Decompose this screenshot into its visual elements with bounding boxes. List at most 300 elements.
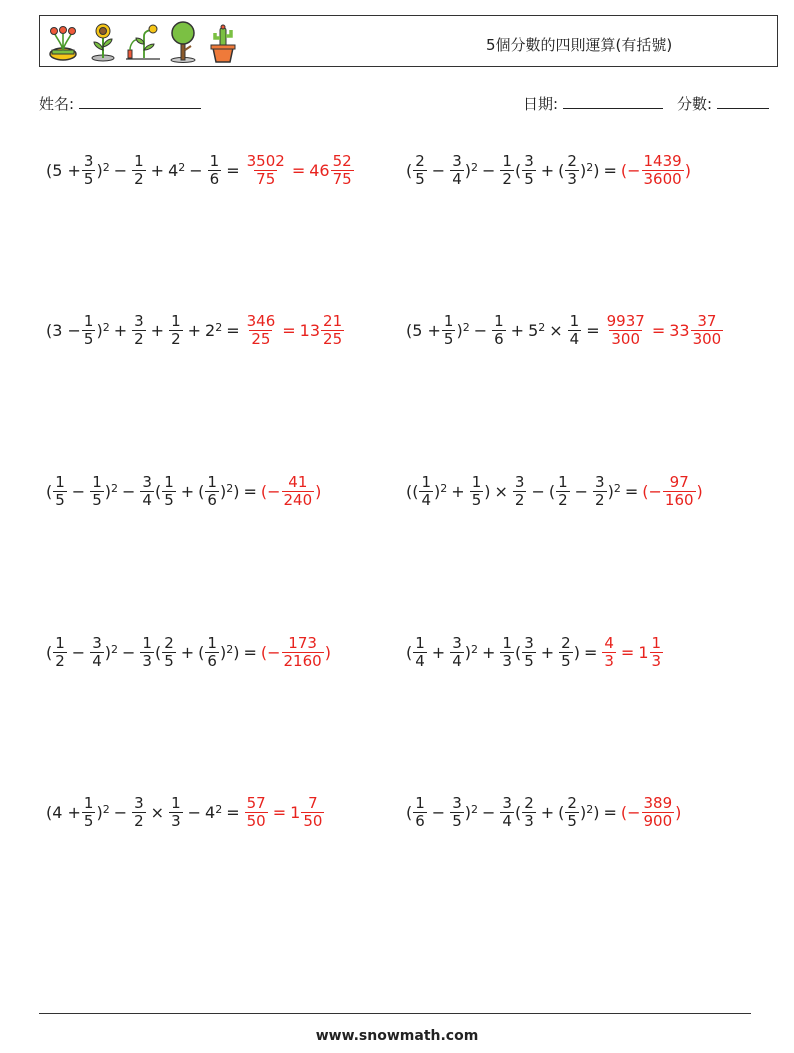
expression-text: ): [579, 160, 587, 180]
operator: −: [473, 320, 488, 340]
problem-8: ( $\frac{1}{4}$ + $\frac{3}{4}$ ) $^2$ + $\frac{1}{3}$ ( $\frac{3}{5}$ + $\frac{2}{5}$ ) = $\frac{4}{3}$ = 1 $\frac{1}{3}$: [406, 633, 662, 670]
problem-5: ( $\frac{1}{5}$ − $\frac{1}{5}$ ) $^2$ − $\frac{3}{4}$ ( $\frac{1}{5}$ + ( $\frac{1}{6}$ ) $^2$ ) = (− $\frac{41}{240}$ ): [46, 472, 322, 509]
operator: =: [243, 642, 257, 662]
numerator: 2: [164, 633, 174, 652]
answer-operator: =: [291, 160, 306, 180]
denominator: 75: [256, 169, 276, 188]
expression-text: (: [406, 802, 413, 822]
denominator: 3: [171, 811, 181, 830]
denominator: 3: [524, 811, 534, 830]
fraction: [450, 153, 464, 188]
numerator: 2: [561, 633, 571, 652]
fraction: [90, 635, 104, 670]
numerator: 389: [643, 793, 673, 812]
fraction: [208, 153, 222, 188]
date-field[interactable]: [523, 93, 663, 114]
denominator: 5: [164, 490, 174, 509]
numerator: 3: [524, 633, 534, 652]
denominator: 4: [142, 490, 152, 509]
answer-fraction: [282, 474, 315, 509]
denominator: 5: [83, 811, 94, 830]
denominator: 2160: [283, 651, 322, 670]
answer-operator: =: [282, 320, 296, 340]
numerator: 1: [207, 633, 217, 652]
numerator: 57: [246, 793, 266, 812]
answer-fraction: [691, 313, 724, 348]
fraction: [450, 635, 464, 670]
fraction: [205, 635, 219, 670]
problem-9: (4 + $\frac{1}{5}$ ) $^2$ − $\frac{3}{2}$ × $\frac{1}{3}$ − 4 $^2$ = $\frac{57}{50}$ = 1 $\frac{7}{50}$: [46, 793, 323, 830]
operator: −: [189, 160, 203, 180]
numerator: 1439: [643, 151, 682, 170]
answer-fraction: [331, 153, 354, 188]
operator: −: [482, 160, 496, 180]
operator: +: [180, 481, 195, 501]
fraction: [419, 474, 433, 509]
denominator: 5: [567, 811, 577, 830]
operator: +: [180, 642, 195, 662]
expression-text: (: [198, 481, 205, 501]
expression-text: ): [96, 320, 103, 340]
denominator: 50: [303, 811, 323, 830]
numerator: 1: [502, 151, 512, 170]
sunflower-icon: [84, 20, 122, 64]
expression-text: ): [219, 642, 227, 662]
problem-2: ( $\frac{2}{5}$ − $\frac{3}{4}$ ) $^2$ − $\frac{1}{2}$ ( $\frac{3}{5}$ + ( $\frac{2}{3}$ ) $^2$ ) = (− $\frac{1439}{3600}$ ): [406, 151, 691, 188]
expression-text: ): [464, 802, 471, 822]
numerator: 3: [452, 793, 462, 812]
expression-text: ): [456, 320, 463, 340]
answer-fraction: [245, 153, 287, 188]
operator: ×: [494, 481, 508, 501]
fraction: [522, 795, 536, 830]
expression-text: (: [46, 481, 53, 501]
answer-operator: =: [651, 320, 666, 340]
fraction: [565, 795, 579, 830]
operator: =: [226, 320, 240, 340]
numerator: 3: [134, 311, 144, 330]
fraction: [132, 795, 146, 830]
numerator: 97: [669, 472, 689, 491]
denominator: 4: [421, 490, 432, 509]
denominator: 25: [251, 329, 271, 348]
denominator: 6: [207, 651, 217, 670]
denominator: 4: [569, 329, 580, 348]
answer-fraction: [321, 313, 344, 348]
fraction: [140, 474, 154, 509]
operator: −: [531, 481, 545, 501]
operator: +: [540, 642, 555, 662]
fraction: [169, 795, 183, 830]
expression-text: (: [514, 802, 522, 822]
expression-text: (: [406, 642, 413, 662]
expression-text: ): [464, 642, 471, 662]
numerator: 3: [142, 472, 152, 491]
answer-fraction: [642, 153, 684, 188]
answer-text: ): [324, 642, 331, 662]
fraction: [500, 153, 514, 188]
expression-text: ): [434, 481, 441, 501]
denominator: 2: [55, 651, 65, 670]
expression-text: ): [464, 160, 471, 180]
numerator: 1: [471, 472, 482, 491]
fraction: [132, 153, 146, 188]
denominator: 2: [134, 329, 144, 348]
denominator: 25: [323, 329, 343, 348]
operator: −: [482, 802, 496, 822]
expression-text: ): [573, 642, 580, 662]
numerator: 3: [134, 793, 144, 812]
fraction: [413, 635, 427, 670]
operator: =: [603, 160, 617, 180]
denominator: 900: [643, 811, 673, 830]
denominator: 5: [83, 169, 94, 188]
denominator: 4: [415, 651, 425, 670]
operator: =: [583, 642, 598, 662]
fraction: [442, 313, 456, 348]
numerator: 3502: [246, 151, 285, 170]
expression-text: ((: [406, 481, 419, 501]
answer-fraction: [245, 795, 268, 830]
expression-text: (: [154, 642, 162, 662]
numerator: 1: [83, 793, 94, 812]
answer-fraction: [602, 635, 616, 670]
denominator: 5: [443, 329, 454, 348]
operator: −: [113, 802, 128, 822]
denominator: 5: [524, 169, 534, 188]
cactus-icon: [204, 20, 242, 64]
fraction: [413, 153, 427, 188]
numerator: 1: [92, 472, 102, 491]
denominator: 5: [415, 169, 425, 188]
operator: =: [586, 320, 600, 340]
denominator: 5: [92, 490, 102, 509]
numerator: 9937: [606, 311, 645, 330]
answer-text: ): [684, 160, 691, 180]
numerator: 1: [558, 472, 568, 491]
fraction: [568, 313, 582, 348]
expression-text: ): [593, 802, 600, 822]
answer-text: 46: [309, 160, 330, 180]
date-label: 日期:: [523, 95, 559, 113]
tree-icon: [164, 20, 202, 64]
expression-text: ): [593, 160, 600, 180]
denominator: 3: [604, 651, 614, 670]
operator: −: [122, 642, 136, 662]
numerator: 3: [452, 633, 462, 652]
date-line[interactable]: [563, 96, 663, 109]
fraction: [132, 313, 146, 348]
operator: −: [113, 160, 128, 180]
answer-text: 1: [638, 642, 649, 662]
operator: −: [431, 802, 446, 822]
denominator: 3: [651, 651, 662, 670]
operator: −: [187, 802, 202, 822]
numerator: 1: [142, 633, 152, 652]
numerator: 173: [288, 633, 317, 652]
answer-text: (−: [260, 481, 281, 501]
fraction: [500, 635, 514, 670]
denominator: 2: [595, 490, 605, 509]
numerator: 1: [443, 311, 454, 330]
expression-text: (: [514, 160, 522, 180]
problem-4: (5 + $\frac{1}{5}$ ) $^2$ − $\frac{1}{6}$ + 5 $^2$ × $\frac{1}{4}$ = $\frac{9937}{300}$ = 33 $\frac{37}{300}$: [406, 311, 722, 348]
operator: +: [187, 320, 202, 340]
fraction: [53, 474, 67, 509]
denominator: 5: [55, 490, 65, 509]
answer-operator: =: [620, 642, 635, 662]
denominator: 240: [283, 490, 313, 509]
expression-text: (: [154, 481, 162, 501]
operator: =: [603, 802, 617, 822]
fraction: [565, 153, 579, 188]
numerator: 3: [514, 472, 525, 491]
numerator: 2: [567, 793, 577, 812]
numerator: 1: [134, 151, 144, 170]
operator: −: [122, 481, 136, 501]
expression-text: ): [233, 642, 240, 662]
answer-text: (−: [260, 642, 281, 662]
numerator: 1: [171, 311, 181, 330]
fraction: [53, 635, 67, 670]
operator: +: [150, 320, 165, 340]
problem-1: (5 + $\frac{3}{5}$ ) $^2$ − $\frac{1}{2}$ + 4 $^2$ − $\frac{1}{6}$ = $\frac{3502}{75}$ = 46 $\frac{52}{75}$: [46, 151, 352, 188]
numerator: 346: [246, 311, 276, 330]
fraction: [492, 313, 506, 348]
answer-text: 13: [299, 320, 321, 340]
answer-text: (−: [620, 802, 641, 822]
numerator: 3: [92, 633, 102, 652]
operator: +: [451, 481, 465, 501]
denominator: 4: [452, 651, 462, 670]
expression-text: (: [46, 642, 53, 662]
expression-text: (: [558, 160, 565, 180]
operator: =: [624, 481, 639, 501]
expression-text: (: [548, 481, 556, 501]
page-title: 5個分數的四則運算(有括號): [486, 36, 673, 54]
numerator: 3: [502, 793, 512, 812]
operator: −: [431, 160, 446, 180]
numerator: 1: [421, 472, 432, 491]
expression-text: ): [219, 481, 227, 501]
numerator: 1: [494, 311, 504, 330]
operator: ×: [549, 320, 563, 340]
expression-text: (4 +: [46, 802, 81, 822]
fraction: [522, 635, 536, 670]
answer-fraction: [605, 313, 647, 348]
answer-fraction: [301, 795, 324, 830]
fraction: [450, 795, 464, 830]
operator: +: [113, 320, 128, 340]
expression-text: (5 +: [406, 320, 441, 340]
expression-text: 4: [205, 802, 216, 822]
plant-icon: [124, 20, 162, 64]
denominator: 300: [692, 329, 722, 348]
numerator: 1: [207, 472, 217, 491]
operator: +: [150, 160, 165, 180]
denominator: 2: [514, 490, 525, 509]
denominator: 3: [567, 169, 577, 188]
expression-text: ): [96, 802, 103, 822]
expression-text: ): [104, 642, 111, 662]
operator: +: [431, 642, 446, 662]
fraction: [82, 313, 96, 348]
denominator: 5: [524, 651, 534, 670]
fraction: [82, 795, 96, 830]
header-box: [39, 15, 778, 67]
operator: +: [510, 320, 525, 340]
operator: =: [243, 481, 257, 501]
numerator: 1: [83, 311, 94, 330]
denominator: 3: [142, 651, 152, 670]
numerator: 52: [332, 151, 352, 170]
expression-text: 4: [168, 160, 179, 180]
answer-text: ): [315, 481, 322, 501]
fraction: [169, 313, 183, 348]
fraction: [140, 635, 154, 670]
fraction: [559, 635, 573, 670]
numerator: 1: [171, 793, 181, 812]
name-field[interactable]: [39, 93, 201, 114]
operator: +: [482, 642, 496, 662]
expression-text: ): [104, 481, 111, 501]
expression-text: ): [96, 160, 103, 180]
answer-text: 33: [669, 320, 690, 340]
score-label: 分數:: [677, 95, 713, 113]
expression-text: ): [579, 802, 587, 822]
operator: −: [71, 481, 86, 501]
numerator: 1: [502, 633, 512, 652]
operator: =: [226, 802, 240, 822]
fraction: [205, 474, 219, 509]
score-line[interactable]: [717, 96, 769, 109]
denominator: 4: [92, 651, 102, 670]
denominator: 6: [207, 490, 217, 509]
answer-text: ): [675, 802, 682, 822]
denominator: 6: [209, 169, 220, 188]
fraction: [593, 474, 607, 509]
denominator: 50: [246, 811, 266, 830]
denominator: 4: [452, 169, 462, 188]
numerator: 21: [323, 311, 343, 330]
expression-text: ): [233, 481, 240, 501]
answer-text: (−: [642, 481, 662, 501]
numerator: 1: [55, 633, 65, 652]
operator: −: [71, 642, 86, 662]
problem-6: (( $\frac{1}{4}$ ) $^2$ + $\frac{1}{5}$ ) × $\frac{3}{2}$ − ( $\frac{1}{2}$ − $\frac{3}{2}$ ) $^2$ = (− $\frac{97}{160}$ ): [406, 472, 703, 509]
answer-fraction: [282, 635, 324, 670]
fraction: [556, 474, 570, 509]
fraction: [90, 474, 104, 509]
operator: +: [540, 160, 555, 180]
numerator: 1: [55, 472, 65, 491]
operator: +: [540, 802, 555, 822]
answer-fraction: [642, 795, 675, 830]
numerator: 3: [524, 151, 534, 170]
expression-text: (5 +: [46, 160, 81, 180]
denominator: 6: [415, 811, 425, 830]
flower-pot-icon: [44, 20, 82, 64]
expression-text: (: [558, 802, 565, 822]
answer-fraction: [245, 313, 278, 348]
expression-text: 5: [528, 320, 539, 340]
score-field[interactable]: [677, 93, 769, 114]
numerator: 1: [569, 311, 580, 330]
problem-3: (3 − $\frac{1}{5}$ ) $^2$ + $\frac{3}{2}$ + $\frac{1}{2}$ + 2 $^2$ = $\frac{346}{25}$ = 13 $\frac{21}{25}$: [46, 311, 343, 348]
numerator: 2: [415, 151, 425, 170]
fraction: [513, 474, 527, 509]
denominator: 5: [561, 651, 571, 670]
numerator: 3: [83, 151, 94, 170]
numerator: 1: [164, 472, 174, 491]
denominator: 2: [502, 169, 512, 188]
name-line[interactable]: [79, 96, 201, 109]
numerator: 1: [651, 633, 662, 652]
numerator: 3: [452, 151, 462, 170]
denominator: 75: [332, 169, 352, 188]
fraction: [162, 635, 176, 670]
denominator: 300: [611, 329, 641, 348]
answer-fraction: [650, 635, 664, 670]
denominator: 2: [134, 169, 144, 188]
numerator: 7: [308, 793, 318, 812]
footer-divider: [39, 1013, 751, 1014]
denominator: 4: [502, 811, 512, 830]
expression-text: ): [484, 481, 491, 501]
denominator: 3: [502, 651, 512, 670]
denominator: 5: [452, 811, 462, 830]
fraction: [500, 795, 514, 830]
expression-text: (3 −: [46, 320, 81, 340]
answer-text: 1: [290, 802, 301, 822]
header-icons: [44, 20, 242, 64]
operator: −: [574, 481, 589, 501]
name-label: 姓名:: [39, 95, 75, 113]
expression-text: 2: [205, 320, 216, 340]
fraction: [413, 795, 427, 830]
answer-text: (−: [620, 160, 641, 180]
problem-7: ( $\frac{1}{2}$ − $\frac{3}{4}$ ) $^2$ − $\frac{1}{3}$ ( $\frac{2}{5}$ + ( $\frac{1}{6}$ ) $^2$ ) = (− $\frac{173}{2160}$ ): [46, 633, 331, 670]
numerator: 41: [288, 472, 308, 491]
expression-text: ): [607, 481, 614, 501]
denominator: 5: [83, 329, 94, 348]
numerator: 1: [209, 151, 220, 170]
fraction: [522, 153, 536, 188]
problem-10: ( $\frac{1}{6}$ − $\frac{3}{5}$ ) $^2$ − $\frac{3}{4}$ ( $\frac{2}{3}$ + ( $\frac{2}{5}$ ) $^2$ ) = (− $\frac{389}{900}$ ): [406, 793, 682, 830]
numerator: 1: [415, 633, 425, 652]
denominator: 2: [171, 329, 181, 348]
denominator: 6: [494, 329, 504, 348]
numerator: 2: [567, 151, 577, 170]
expression-text: (: [514, 642, 522, 662]
numerator: 3: [595, 472, 605, 491]
numerator: 37: [697, 311, 717, 330]
expression-text: (: [406, 160, 413, 180]
numerator: 2: [524, 793, 534, 812]
numerator: 1: [415, 793, 425, 812]
fraction: [82, 153, 96, 188]
footer-website: www.snowmath.com: [315, 1028, 479, 1044]
denominator: 5: [164, 651, 174, 670]
denominator: 2: [134, 811, 144, 830]
numerator: 4: [604, 633, 614, 652]
denominator: 3600: [643, 169, 682, 188]
answer-text: ): [696, 481, 703, 501]
expression-text: (: [198, 642, 205, 662]
denominator: 5: [471, 490, 482, 509]
fraction: [162, 474, 176, 509]
fraction: [470, 474, 484, 509]
